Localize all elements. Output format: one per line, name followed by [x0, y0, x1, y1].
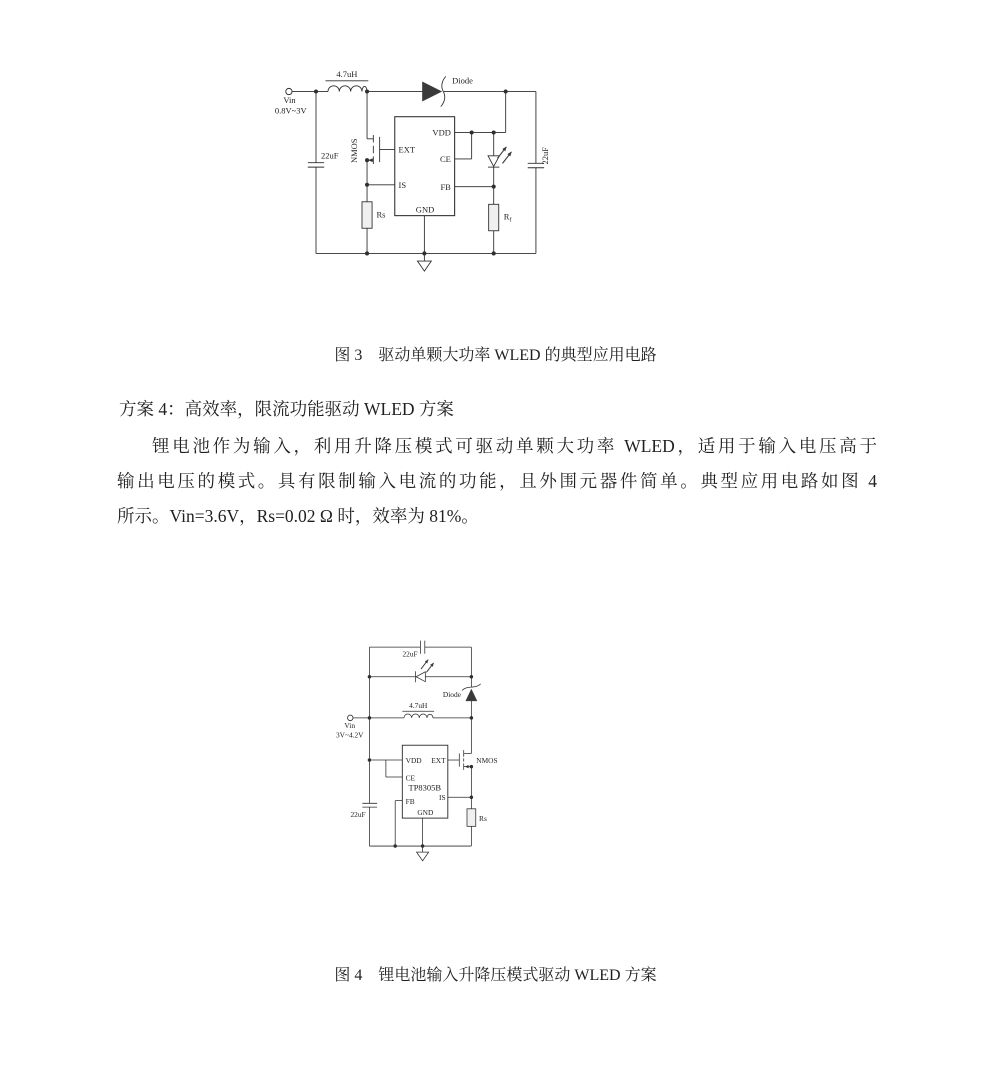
fig3-nmos-label: NMOS: [348, 138, 359, 164]
paragraph-line: 输出电压的模式。具有限制输入电流的功能，且外围元器件简单。典型应用电路如图 4: [117, 471, 877, 491]
fig3-input-cap-label: 22uF: [321, 150, 339, 161]
paragraph-line: 锂电池作为输入，利用升降压模式可驱动单颗大功率 WLED，适用于输入电压高于: [152, 436, 877, 456]
capacitor-icon: [420, 641, 424, 654]
fig4-inductor-label: 4.7uH: [409, 700, 428, 710]
fig3-rf-label: [504, 211, 513, 223]
fig4-ground-triangle: [417, 852, 429, 861]
junction-dot: [492, 251, 496, 255]
junction-dot: [470, 716, 474, 720]
fig3-ic: [395, 117, 455, 216]
fig3-rs-resistor: [362, 202, 385, 254]
fig3-ground-triangle: [417, 261, 431, 271]
fig3-rf-resistor: [489, 187, 513, 254]
fig3-vin-range-label: 0.8V~3V: [274, 105, 307, 116]
junction-dot: [365, 89, 369, 93]
junction-dot: [368, 675, 372, 679]
fig3-led-ray-1: [497, 147, 506, 158]
paragraph-line: 所示。Vin=3.6V，Rs=0.02 Ω 时，效率为 81%。: [117, 506, 479, 526]
fig3-wires: [292, 92, 536, 254]
fig3-nmos: [349, 92, 395, 202]
junction-dot: [492, 185, 496, 189]
fig4-pin-vdd: VDD: [405, 755, 422, 765]
fig4-pin-is: IS: [439, 793, 446, 803]
junction-dot: [393, 844, 397, 848]
fig3-ce-net: [455, 132, 472, 158]
capacitor-icon: [362, 803, 377, 807]
junction-dot: [365, 158, 369, 162]
fig4-top-capacitor: [402, 641, 424, 659]
fig3-output-cap-label: 22uF: [539, 147, 550, 165]
figure4-caption: 图 4 锂电池输入升降压模式驱动 WLED 方案: [334, 967, 657, 984]
fig4-vin-range-label: 3V~4.2V: [335, 730, 364, 740]
resistor-icon: [467, 809, 476, 827]
junction-dot: [421, 844, 425, 848]
fig4-rs-label: Rs: [479, 813, 487, 823]
fig4-inductor: [402, 701, 434, 718]
junction-dot: [368, 716, 372, 720]
figure4-schematic: [330, 548, 730, 960]
fig4-top-cap-label: 22uF: [402, 649, 418, 659]
fig4-wled: [415, 660, 433, 682]
fig3-rs-label: Rs: [376, 209, 386, 220]
junction-dot: [422, 251, 426, 255]
led-icon: [416, 672, 425, 682]
resistor-icon: [362, 202, 372, 228]
inductor-icon: [328, 86, 367, 92]
diode-icon: [466, 689, 477, 701]
fig3-junctions: [314, 89, 508, 255]
fig3-pin-vdd: VDD: [432, 127, 451, 138]
fig3-vin-node: [286, 88, 292, 94]
junction-dot: [492, 130, 496, 134]
junction-dot: [470, 675, 474, 679]
fig4-ic: [402, 745, 447, 818]
fig3-pin-ce: CE: [439, 154, 451, 165]
fig3-wled: [488, 132, 511, 186]
capacitor-icon: [308, 92, 324, 254]
fig3-inductor: [325, 69, 368, 91]
fig4-rs-resistor: [467, 809, 487, 827]
fig4-left-cap-label: 22uF: [350, 810, 366, 820]
fig3-inductor-label: 4.7uH: [336, 69, 358, 80]
section4-paragraph: [117, 429, 877, 534]
junction-dot: [504, 89, 508, 93]
nmos-icon: [459, 750, 463, 770]
fig3-pin-fb: FB: [440, 181, 451, 192]
fig4-pin-ext: EXT: [431, 755, 446, 765]
fig3-led-ray-2: [503, 152, 512, 163]
fig3-pin-ext: EXT: [398, 144, 416, 155]
fig3-diode: [422, 75, 473, 106]
fig3-vin-label: Vin: [283, 94, 296, 105]
fig3-rf-base: R: [503, 211, 510, 222]
fig4-vin-node: [348, 715, 353, 720]
fig4-nmos-arrow: [465, 765, 469, 768]
nmos-icon: [367, 92, 395, 202]
fig4-pin-fb: FB: [405, 796, 415, 806]
junction-dot: [470, 765, 474, 769]
figure3-schematic: [270, 5, 730, 345]
fig4-left-capacitor: [350, 803, 377, 819]
fig4-nmos-label: NMOS: [476, 755, 498, 765]
fig3-pin-is: IS: [398, 179, 407, 190]
section4-heading: 方案 4：高效率，限流功能驱动 WLED 方案: [119, 399, 454, 419]
fig4-ic-name: TP8305B: [408, 782, 442, 793]
fig4-vin-terminal: [336, 715, 364, 739]
fig3-vdd-net: [455, 92, 506, 133]
junction-dot: [368, 758, 372, 762]
fig4-led-ray-1: [421, 660, 428, 669]
inductor-icon: [404, 714, 433, 718]
junction-dot: [470, 796, 474, 800]
junction-dot: [365, 251, 369, 255]
fig4-ce-net: [386, 760, 402, 777]
junction-dot: [314, 89, 318, 93]
fig4-led-ray-2: [426, 663, 433, 672]
fig4-diode: [443, 684, 481, 701]
fig3-output-capacitor: [528, 92, 550, 254]
fig4-pin-gnd: GND: [417, 807, 434, 817]
fig4-fb-net: [395, 801, 402, 846]
fig3-input-capacitor: [308, 92, 339, 254]
resistor-icon: [489, 204, 499, 230]
fig3-vin-terminal: [275, 88, 308, 115]
junction-dot: [470, 130, 474, 134]
fig3-diode-label: Diode: [452, 75, 473, 86]
diode-icon: [422, 82, 441, 101]
fig4-vin-label: Vin: [344, 721, 356, 731]
capacitor-icon: [528, 92, 544, 254]
fig4-diode-label: Diode: [442, 690, 461, 700]
fig3-rf-subscript: f: [509, 216, 512, 224]
fig3-ground: [417, 253, 431, 271]
figure3-caption: 图 3 驱动单颗大功率 WLED 的典型应用电路: [334, 347, 657, 364]
fig4-ground: [417, 846, 429, 861]
fig3-pin-gnd: GND: [415, 204, 435, 215]
junction-dot: [365, 183, 369, 187]
fig4-pin-ce: CE: [405, 773, 416, 783]
